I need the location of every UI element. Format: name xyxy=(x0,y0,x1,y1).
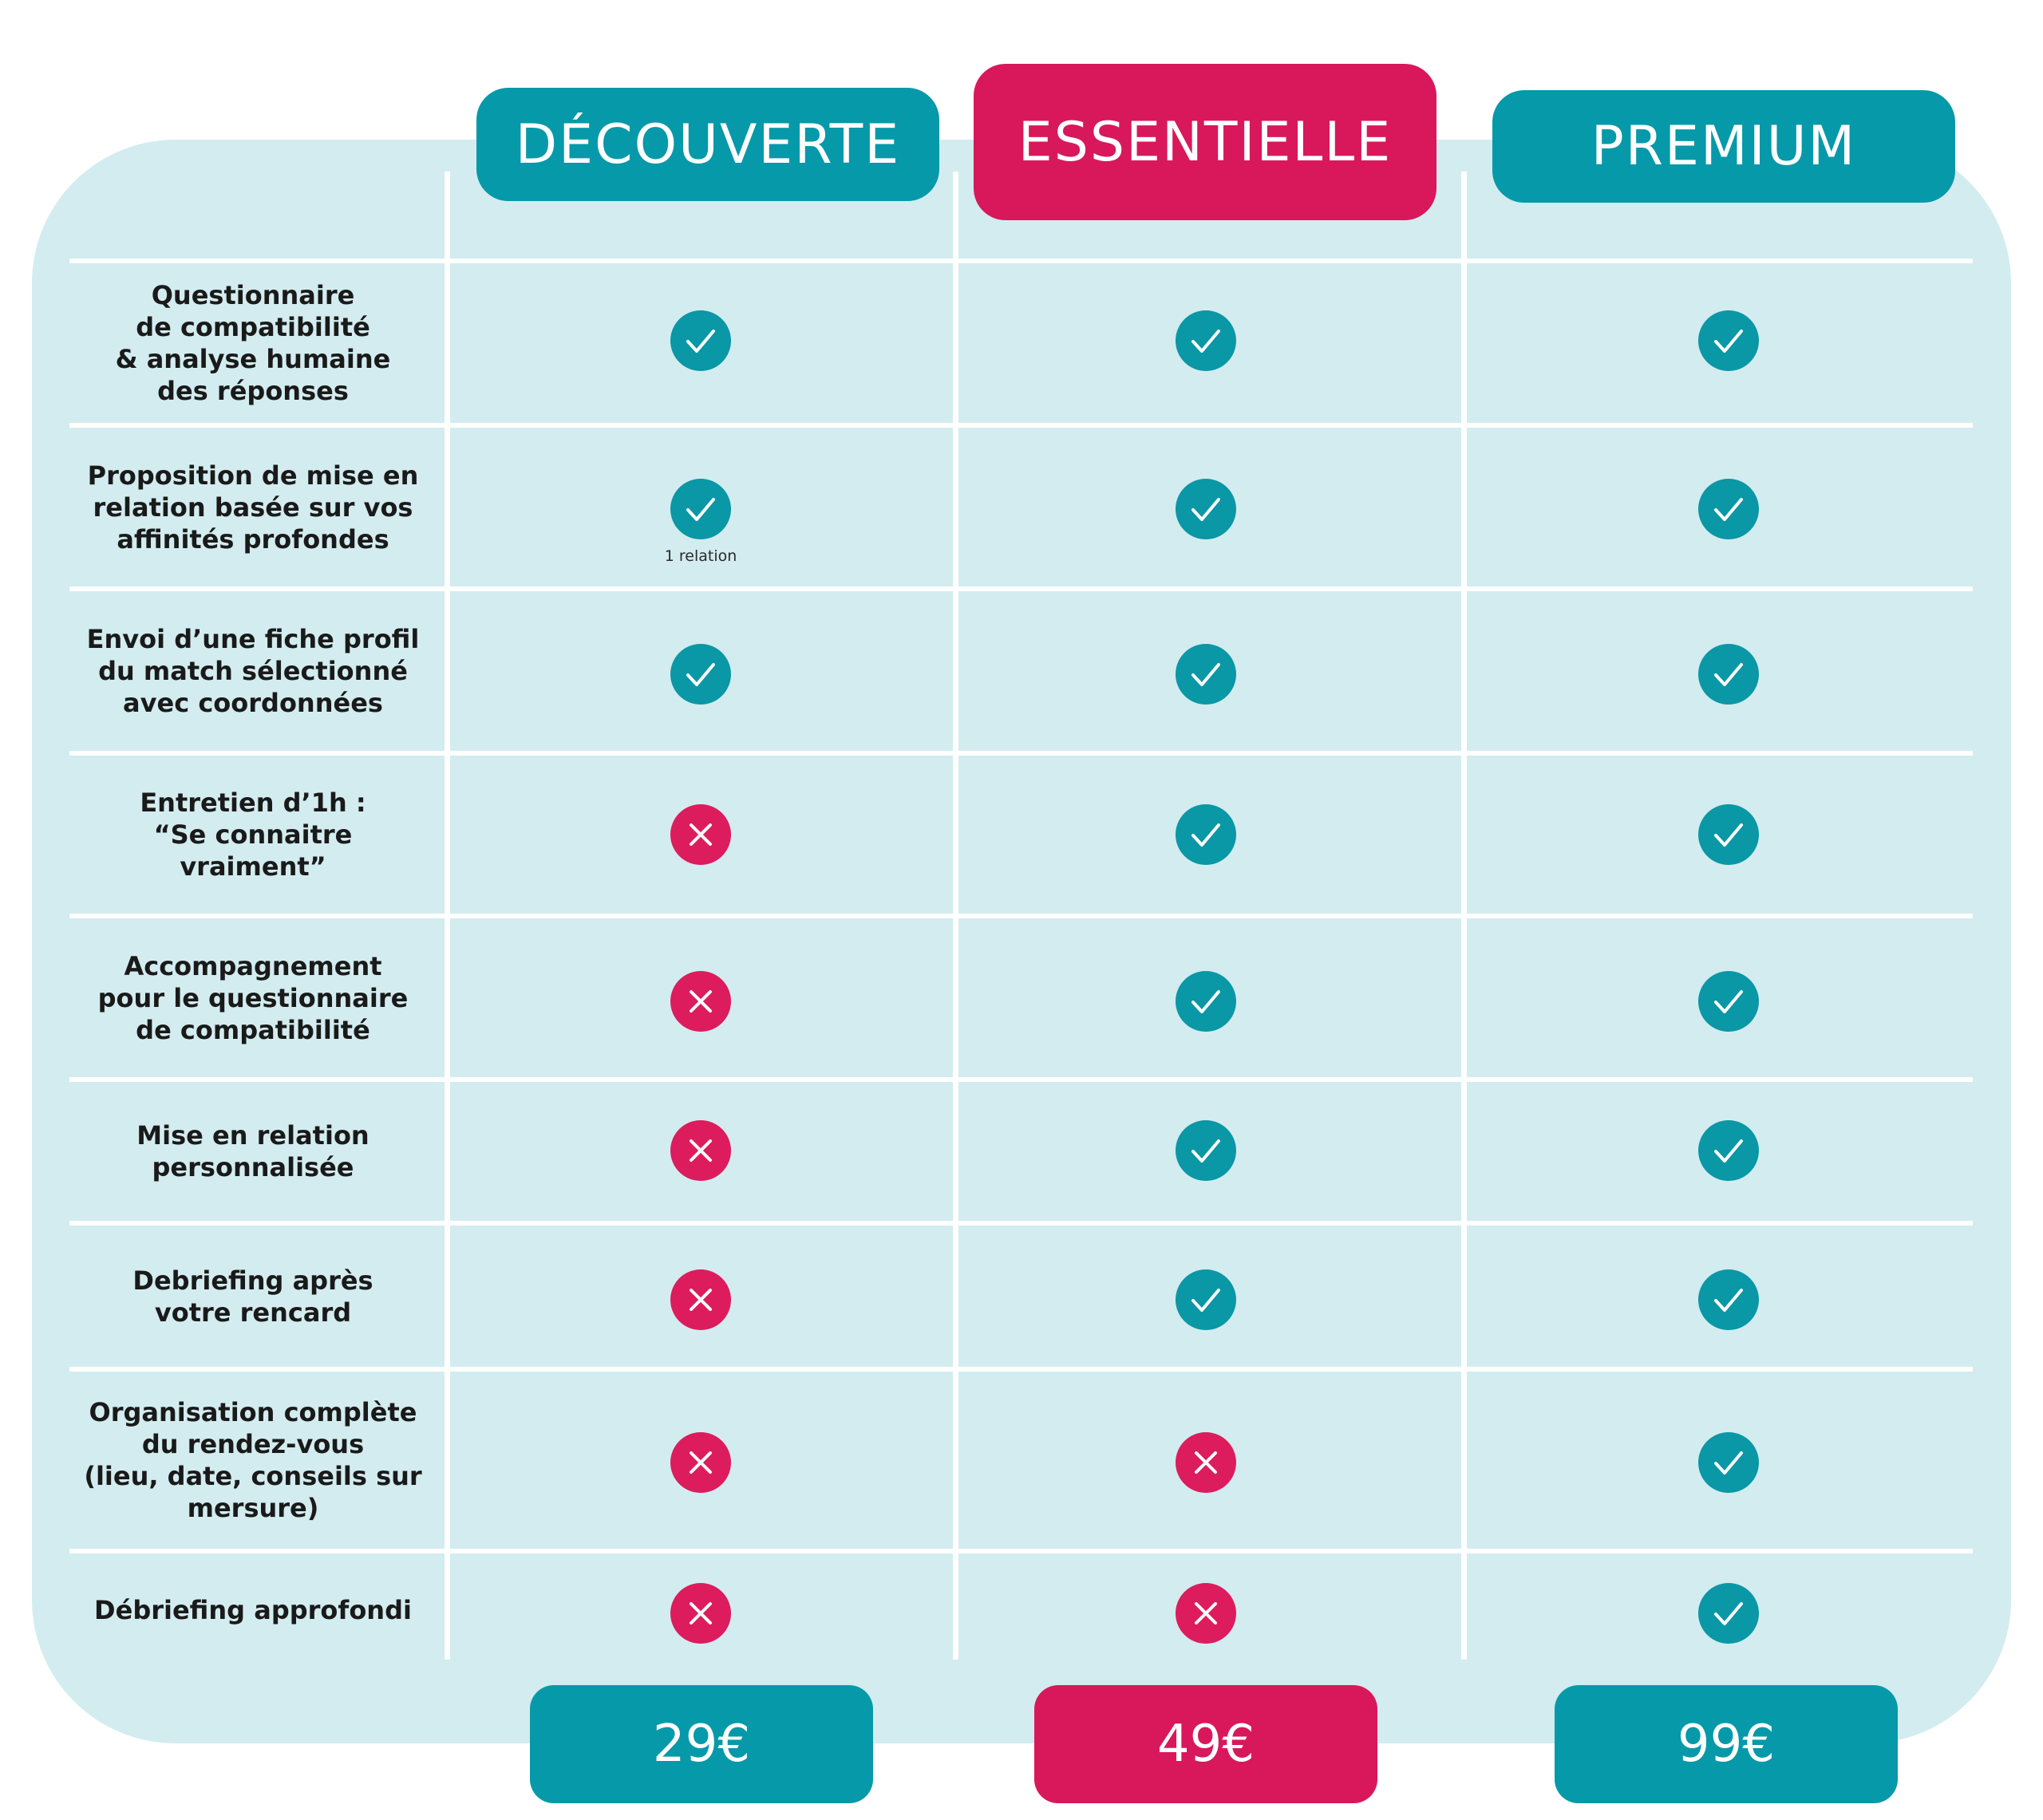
cross-icon xyxy=(670,971,731,1032)
check-icon xyxy=(1698,804,1759,865)
feature-label: Mise en relation personnalisée xyxy=(136,1120,369,1182)
check-icon xyxy=(1698,479,1759,539)
check-icon xyxy=(1176,310,1236,371)
check-icon xyxy=(1176,479,1236,539)
cross-icon xyxy=(1176,1432,1236,1493)
check-icon xyxy=(1698,644,1759,705)
cross-icon xyxy=(670,1120,731,1181)
check-icon xyxy=(1176,1120,1236,1181)
check-icon xyxy=(1698,1120,1759,1181)
feature-label: Entretien d’1h : “Se connaitre vraiment” xyxy=(140,788,366,882)
check-icon xyxy=(1698,1269,1759,1330)
check-icon xyxy=(670,310,731,371)
check-icon xyxy=(1176,971,1236,1032)
cross-icon xyxy=(670,1269,731,1330)
cross-icon xyxy=(1176,1583,1236,1644)
check-icon xyxy=(1698,1432,1759,1493)
price-essentielle[interactable]: 49€ xyxy=(1034,1685,1377,1803)
check-icon xyxy=(1698,1583,1759,1644)
feature-label: Organisation complète du rendez-vous (lieu, date, conseils sur mersure) xyxy=(84,1397,422,1523)
price-premium[interactable]: 99€ xyxy=(1555,1685,1898,1803)
cross-icon xyxy=(670,1583,731,1644)
feature-label: Débriefing approfondi xyxy=(94,1595,412,1625)
relation-count-note: 1 relation xyxy=(664,547,737,565)
price-decouverte[interactable]: 29€ xyxy=(530,1685,873,1803)
feature-label: Proposition de mise en relation basée sur vos affinités profondes xyxy=(87,460,419,555)
plan-header-premium: PREMIUM xyxy=(1492,90,1955,203)
check-icon xyxy=(670,644,731,705)
check-icon xyxy=(1176,804,1236,865)
feature-label: Envoi d’une fiche profil du match sélectionné avec coordonnées xyxy=(86,624,420,718)
check-icon xyxy=(1698,310,1759,371)
plan-header-decouverte: DÉCOUVERTE xyxy=(476,88,939,201)
check-icon xyxy=(1176,644,1236,705)
cross-icon xyxy=(670,1432,731,1493)
feature-label: Debriefing après votre rencard xyxy=(132,1265,373,1328)
check-icon xyxy=(670,479,731,539)
feature-label: Accompagnement pour le questionnaire de compatibilité xyxy=(97,950,409,1045)
feature-label: Questionnaire de compatibilité & analyse humaine des réponses xyxy=(115,280,391,406)
plan-header-essentielle: ESSENTIELLE xyxy=(974,64,1436,220)
cross-icon xyxy=(670,804,731,865)
check-icon xyxy=(1176,1269,1236,1330)
check-icon xyxy=(1698,971,1759,1032)
